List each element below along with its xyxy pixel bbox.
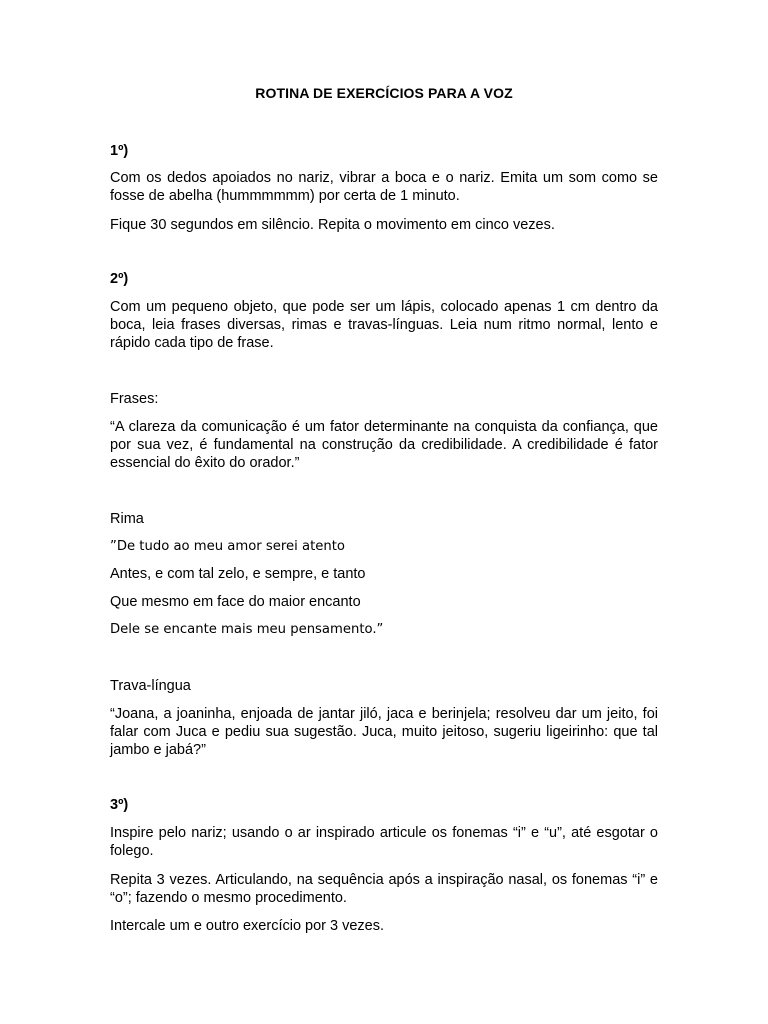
- document-page: [110, 0, 658, 1024]
- section-1-paragraph-1: Com os dedos apoiados no nariz, vibrar a boca e o nariz. Emita um som como se fosse de abelha (hummmmmm) por certa de 1 minuto.: [110, 170, 658, 204]
- trava-lingua-label: Trava-língua: [110, 678, 191, 694]
- rima-line-1: ”De tudo ao meu amor serei atento: [110, 539, 345, 554]
- document-title: ROTINA DE EXERCÍCIOS PARA A VOZ: [255, 85, 513, 101]
- rima-label: Rima: [110, 511, 144, 527]
- rima-line-4: Dele se encante mais meu pensamento.”: [110, 622, 384, 637]
- section-3-paragraph-1: Inspire pelo nariz; usando o ar inspirado articule os fonemas “i” e “u”, até esgotar o folego.: [110, 825, 658, 859]
- section-3-paragraph-3: Intercale um e outro exercício por 3 vezes.: [110, 918, 385, 934]
- section-2-paragraph-1: Com um pequeno objeto, que pode ser um lápis, colocado apenas 1 cm dentro da boca, leia frases diversas, rimas e travas-línguas. Leia num ritmo normal, lento e rápido cada tipo de frase.: [110, 299, 658, 351]
- section-1-heading: 1º): [110, 143, 129, 159]
- section-3-heading: 3º): [110, 797, 129, 813]
- rima-line-2: Antes, e com tal zelo, e sempre, e tanto: [110, 566, 366, 582]
- trava-lingua-text: “Joana, a joaninha, enjoada de jantar jiló, jaca e berinjela; resolveu dar um jeito, foi falar com Juca e pediu sua sugestão. Juca, muito jeitoso, sugeriu ligeirinho: que tal jambo e jabá?”: [110, 706, 658, 758]
- section-3-paragraph-2: Repita 3 vezes. Articulando, na sequência após a inspiração nasal, os fonemas “i” e “o”; fazendo o mesmo procedimento.: [110, 872, 658, 906]
- frases-label: Frases:: [110, 391, 159, 407]
- frases-text: “A clareza da comunicação é um fator determinante na conquista da confiança, que por sua vez, é fundamental na construção da credibilidade. A credibilidade é fator essencial do êxito do orador.”: [110, 419, 658, 471]
- rima-line-3: Que mesmo em face do maior encanto: [110, 594, 361, 610]
- section-1-paragraph-2: Fique 30 segundos em silêncio. Repita o movimento em cinco vezes.: [110, 217, 555, 233]
- section-2-heading: 2º): [110, 271, 129, 287]
